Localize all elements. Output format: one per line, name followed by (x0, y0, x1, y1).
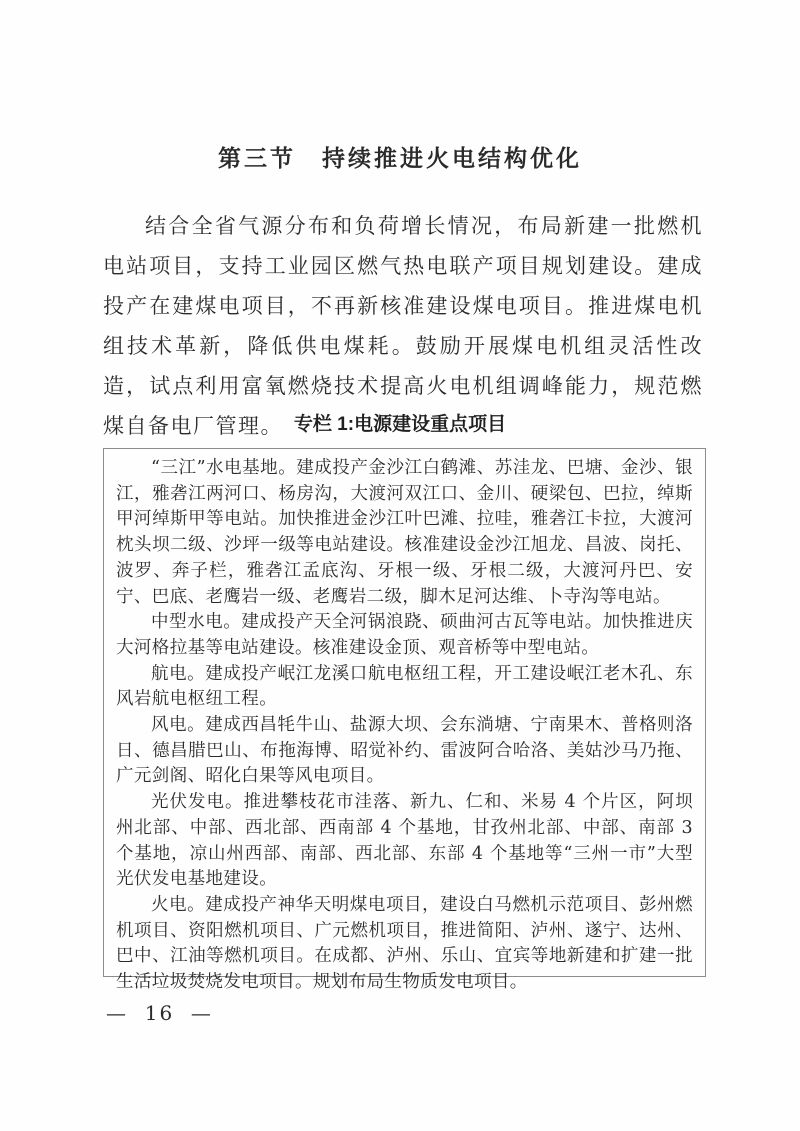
page-number: — 16 — (106, 1001, 213, 1025)
box-title: 专栏 1:电源建设重点项目 (293, 414, 507, 435)
box-paragraph-hydro-base: “三江”水电基地。建成投产金沙江白鹤滩、苏洼龙、巴塘、金沙、银江，雅砻江两河口、杨房沟，大渡河双江口、金川、硬梁包、巴拉，绰斯甲河绰斯甲等电站。加快推进金沙江叶巴滩、拉哇，雅砻江卡拉，大渡河枕头坝二级、沙坪一级等电站建设。核准建设金沙江旭龙、昌波、岗托、波罗、奔子栏，雅砻江孟底沟、牙根一级、牙根二级，大渡河丹巴、安宁、巴底、老鹰岩一级、老鹰岩二级，脚木足河达维、卜寺沟等电站。 (116, 458, 693, 607)
body-paragraph: 结合全省气源分布和负荷增长情况，布局新建一批燃机电站项目，支持工业园区燃气热电联产项目规划建设。建成投产在建煤电项目，不再新核准建设煤电项目。推进煤电机组技术革新，降低供电煤耗。鼓励开展煤电机组灵活性改造，试点利用富氧燃烧技术提高火电机组调峰能力，规范燃煤自备电厂管理。 (103, 214, 703, 438)
box-paragraph-medium-hydro: 中型水电。建成投产天全河锅浪跷、硕曲河古瓦等电站。加快推进庆大河格拉基等电站建设。核准建设金顶、观音桥等中型电站。 (116, 612, 693, 658)
box-paragraph-wind-power: 风电。建成西昌牦牛山、盐源大坝、会东淌塘、宁南果木、普格则洛日、德昌腊巴山、布拖海博、昭觉补约、雷波阿合哈洛、美姑沙马乃拖、广元剑阁、昭化白果等风电项目。 (116, 715, 693, 787)
key-projects-box (103, 448, 706, 993)
section-title: 第三节 持续推进火电结构优化 (218, 145, 582, 172)
box-paragraph-solar-power: 光伏发电。推进攀枝花市洼落、新九、仁和、米易 4 个片区，阿坝州北部、中部、西北部、西南部 4 个基地，甘孜州北部、中部、南部 3 个基地，凉山州西部、南部、西北部、东部 4 个基地等“三州一市”大型光伏发电基地建设。 (116, 792, 693, 890)
box-paragraph-navigation-power: 航电。建成投产岷江龙溪口航电枢纽工程，开工建设岷江老木孔、东风岩航电枢纽工程。 (116, 663, 693, 710)
box-paragraph-thermal-power: 火电。建成投产神华天明煤电项目，建设白马燃机示范项目、彭州燃机项目、资阳燃机项目、广元燃机项目，推进简阳、泸州、遂宁、达州、巴中、江油等燃机项目。在成都、泸州、乐山、宜宾等地新建和扩建一批生活垃圾焚烧发电项目。规划布局生物质发电项目。 (116, 894, 693, 993)
